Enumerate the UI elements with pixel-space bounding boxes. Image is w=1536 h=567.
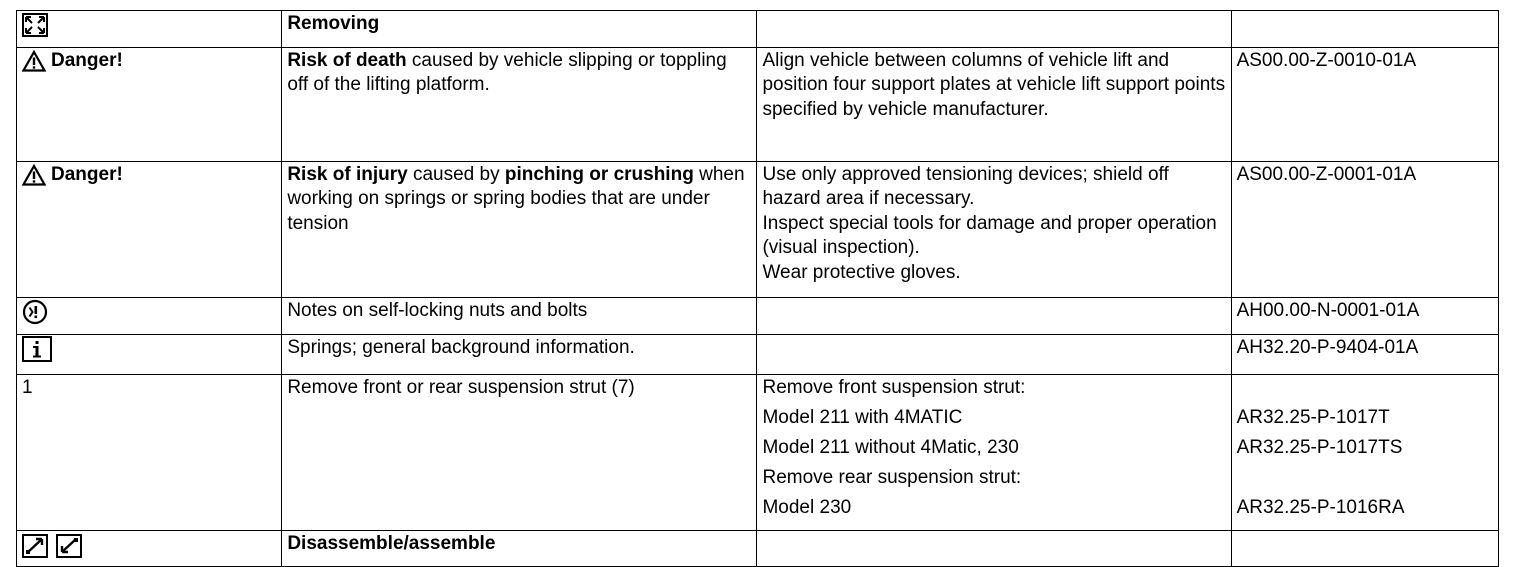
danger-death-risk: [282, 47, 757, 161]
risk-connector: caused by: [407, 163, 505, 185]
step-refs: [1231, 375, 1498, 531]
substep-text: Model 211 with 4MATIC: [762, 407, 963, 428]
note-icon-cell: [17, 297, 282, 335]
danger-label: [22, 163, 123, 188]
substep-ref[interactable]: AR32.25-P-1016RA: [1236, 497, 1405, 518]
measure-line: Use only approved tensioning devices; shield off hazard area if necessary.: [762, 163, 1169, 209]
substep-ref[interactable]: AR32.25-P-1017T: [1236, 407, 1390, 428]
warning-triangle-icon: [22, 50, 46, 72]
danger-injury-ref[interactable]: AS00.00-Z-0001-01A: [1231, 161, 1498, 297]
step-substeps: [757, 375, 1231, 531]
risk-heading: Risk of death: [287, 49, 407, 71]
disassemble-icon: [22, 534, 48, 558]
section-heading-disassemble: Disassemble/assemble: [287, 533, 496, 554]
removing-empty-cell: [757, 11, 1231, 48]
info-text: Springs; general background information.: [282, 335, 757, 375]
measure-line: Inspect special tools for damage and proper operation (visual inspection).: [762, 212, 1217, 258]
danger-text: Danger!: [51, 163, 123, 185]
substep-text: Model 211 without 4Matic, 230: [762, 437, 1019, 458]
step-text: Remove front or rear suspension strut (7): [282, 375, 757, 531]
substep-text: Remove front suspension strut:: [762, 377, 1026, 398]
risk-description: when working on springs or spring bodies that are under tension: [287, 163, 745, 234]
substep-text: Model 230: [762, 497, 852, 518]
disassemble-icon-cell: [17, 531, 282, 567]
warning-triangle-icon: [22, 164, 46, 186]
step-1-row: [17, 375, 1499, 531]
info-empty-cell: [757, 335, 1231, 375]
danger-injury-measure: [757, 161, 1231, 297]
danger-death-label-cell: [17, 47, 282, 161]
substep-ref: [1237, 466, 1493, 496]
danger-text: Danger!: [51, 49, 123, 71]
danger-injury-risk: [282, 161, 757, 297]
assemble-icon: [56, 534, 82, 558]
info-icon: [22, 336, 52, 362]
note-ref[interactable]: AH00.00-N-0001-01A: [1231, 297, 1498, 335]
disassemble-ref-cell: [1231, 531, 1498, 567]
note-row: [17, 297, 1499, 335]
measure-line: Wear protective gloves.: [762, 261, 961, 283]
danger-death-measure: Align vehicle between columns of vehicle lift and position four support plates at vehicle lift support points specified by vehicle manufacturer.: [757, 47, 1231, 161]
note-empty-cell: [757, 297, 1231, 335]
substep-text: Remove rear suspension strut:: [762, 467, 1022, 488]
risk-heading: Risk of injury: [287, 163, 408, 185]
substep-ref[interactable]: AR32.25-P-1017TS: [1236, 437, 1403, 458]
step-number: 1: [17, 375, 282, 531]
danger-death-ref[interactable]: AS00.00-Z-0010-01A: [1231, 47, 1498, 161]
disassemble-empty-cell: [757, 531, 1231, 567]
removal-icon: [22, 13, 48, 45]
risk-emphasis: pinching or crushing: [504, 163, 694, 185]
note-text: Notes on self-locking nuts and bolts: [282, 297, 757, 335]
danger-injury-row: [17, 161, 1499, 297]
note-icon: [22, 299, 48, 325]
substep-ref: [1237, 376, 1493, 406]
danger-death-row: [17, 47, 1499, 161]
removing-row: [17, 11, 1499, 48]
removing-title: [282, 11, 757, 48]
removing-ref-cell: [1231, 11, 1498, 48]
info-row: [17, 335, 1499, 375]
risk-description: caused by vehicle slipping or toppling off of the lifting platform.: [287, 49, 727, 95]
disassemble-title: [282, 531, 757, 567]
info-icon-cell: [17, 335, 282, 375]
removing-icon-cell: [17, 11, 282, 48]
danger-injury-label-cell: [17, 161, 282, 297]
disassemble-row: [17, 531, 1499, 567]
procedure-table: [16, 10, 1499, 567]
danger-label: [22, 49, 123, 74]
section-heading-removing: Removing: [287, 13, 380, 34]
info-ref[interactable]: AH32.20-P-9404-01A: [1231, 335, 1498, 375]
